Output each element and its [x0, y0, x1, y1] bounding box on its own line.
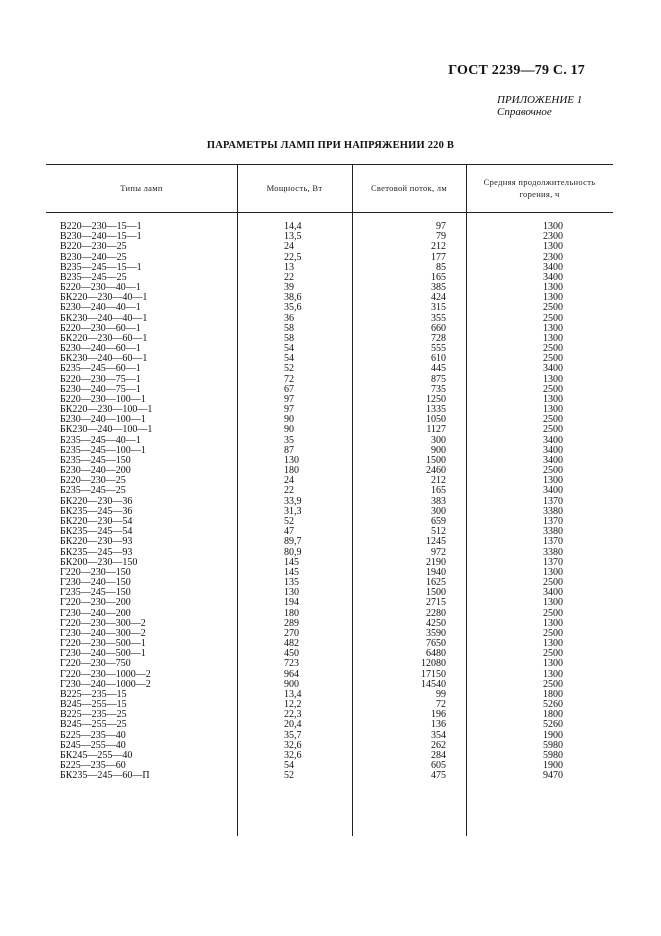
power-cell: 964	[284, 668, 299, 680]
column-header-life: Средняя продолжительность горения, ч	[483, 177, 596, 199]
luminous-flux-cell: 1500	[426, 587, 446, 599]
luminous-flux-cell: 385	[431, 282, 446, 294]
luminous-flux-cell: 354	[431, 729, 446, 741]
life-hours-cell: 1370	[543, 495, 563, 507]
life-hours-cell: 3400	[543, 363, 563, 375]
table-row	[46, 731, 613, 741]
luminous-flux-cell: 3590	[426, 627, 446, 639]
luminous-flux-cell: 1127	[426, 424, 446, 436]
lamp-type-cell: Г220—230—300—2	[60, 617, 146, 629]
life-hours-cell: 2300	[543, 251, 563, 263]
life-hours-cell: 5260	[543, 719, 563, 731]
power-cell: 194	[284, 597, 299, 609]
lamp-type-cell: Б225—235—60	[60, 760, 126, 772]
lamp-type-cell: Г235—245—150	[60, 587, 131, 599]
power-cell: 130	[284, 454, 299, 466]
lamp-type-cell: БК245—255—40	[60, 749, 133, 761]
power-cell: 22,5	[284, 251, 302, 263]
life-hours-cell: 1300	[543, 404, 563, 416]
life-hours-cell: 1300	[543, 221, 563, 232]
life-hours-cell: 2500	[543, 302, 563, 314]
life-hours-cell: 1370	[543, 536, 563, 548]
luminous-flux-cell: 1625	[426, 577, 446, 589]
luminous-flux-cell: 136	[431, 719, 446, 731]
life-hours-cell: 3400	[543, 587, 563, 599]
lamp-type-cell: БК220—230—54	[60, 515, 133, 527]
lamp-type-cell: Г230—240—1000—2	[60, 678, 151, 690]
luminous-flux-cell: 735	[431, 383, 446, 395]
lamp-type-cell: Г220—230—1000—2	[60, 668, 151, 680]
life-hours-cell: 3400	[543, 271, 563, 283]
table-row	[46, 466, 613, 476]
power-cell: 22,3	[284, 709, 302, 721]
luminous-flux-cell: 355	[431, 312, 446, 324]
table-row	[46, 751, 613, 761]
luminous-flux-cell: 7650	[426, 638, 446, 650]
lamp-type-cell: БК230—240—60—1	[60, 353, 148, 365]
luminous-flux-cell: 300	[431, 505, 446, 517]
lamp-type-cell: Б220—230—100—1	[60, 393, 146, 405]
lamp-type-cell: Б230—240—100—1	[60, 414, 146, 426]
table-row	[46, 720, 613, 730]
power-cell: 52	[284, 363, 294, 375]
appendix-note	[497, 94, 582, 118]
power-cell: 135	[284, 577, 299, 589]
life-hours-cell: 2500	[543, 414, 563, 426]
life-hours-cell: 3380	[543, 526, 563, 538]
table-row	[46, 588, 613, 598]
luminous-flux-cell: 72	[436, 699, 446, 711]
life-hours-cell: 1370	[543, 556, 563, 568]
lamp-type-cell: Б230—240—40—1	[60, 302, 141, 314]
power-cell: 31,3	[284, 505, 302, 517]
lamp-type-cell: Б235—245—150	[60, 454, 131, 466]
life-hours-cell: 2500	[543, 465, 563, 477]
lamp-type-cell: Г220—230—500—1	[60, 638, 146, 650]
lamp-type-cell: БК220—230—93	[60, 536, 133, 548]
luminous-flux-cell: 900	[431, 444, 446, 456]
luminous-flux-cell: 14540	[421, 678, 446, 690]
luminous-flux-cell: 212	[431, 241, 446, 253]
luminous-flux-cell: 2715	[426, 597, 446, 609]
life-hours-cell: 1300	[543, 658, 563, 670]
luminous-flux-cell: 212	[431, 475, 446, 487]
table-row	[46, 598, 613, 608]
power-cell: 450	[284, 648, 299, 660]
power-cell: 35	[284, 434, 294, 446]
power-cell: 80,9	[284, 546, 302, 558]
lamp-type-cell: Б235—245—40—1	[60, 434, 141, 446]
power-cell: 145	[284, 556, 299, 568]
life-hours-cell: 2500	[543, 424, 563, 436]
luminous-flux-cell: 610	[431, 353, 446, 365]
lamp-type-cell: В245—255—15	[60, 699, 127, 711]
life-hours-cell: 1800	[543, 688, 563, 700]
luminous-flux-cell: 512	[431, 526, 446, 538]
luminous-flux-cell: 165	[431, 271, 446, 283]
life-hours-cell: 2500	[543, 627, 563, 639]
life-hours-cell: 1300	[543, 241, 563, 253]
life-hours-cell: 2500	[543, 353, 563, 365]
lamp-type-cell: В245—255—25	[60, 719, 127, 731]
life-hours-cell: 1370	[543, 515, 563, 527]
lamp-type-cell: Г230—240—200	[60, 607, 131, 619]
power-cell: 67	[284, 383, 294, 395]
luminous-flux-cell: 1250	[426, 393, 446, 405]
lamp-type-cell: Б230—240—200	[60, 465, 131, 477]
power-cell: 52	[284, 770, 294, 782]
lamp-type-cell: БК220—230—40—1	[60, 292, 148, 304]
power-cell: 54	[284, 343, 294, 355]
table-row	[46, 232, 613, 242]
table-row	[46, 710, 613, 720]
power-cell: 90	[284, 424, 294, 436]
table-row	[46, 700, 613, 710]
table-row	[46, 242, 613, 252]
life-hours-cell: 1300	[543, 393, 563, 405]
life-hours-cell: 2500	[543, 607, 563, 619]
table-row	[46, 771, 613, 781]
table-row	[46, 680, 613, 690]
column-header-flux: Световой поток, лм	[370, 183, 448, 193]
life-hours-cell: 2300	[543, 231, 563, 243]
lamp-type-cell: Г220—230—200	[60, 597, 131, 609]
power-cell: 723	[284, 658, 299, 670]
power-cell: 39	[284, 282, 294, 294]
luminous-flux-cell: 177	[431, 251, 446, 263]
lamp-type-cell: Б230—240—60—1	[60, 343, 141, 355]
lamp-type-cell: Г220—230—750	[60, 658, 131, 670]
table-title: ПАРАМЕТРЫ ЛАМП ПРИ НАПРЯЖЕНИИ 220 В	[206, 140, 455, 151]
power-cell: 72	[284, 373, 294, 385]
luminous-flux-cell: 85	[436, 261, 446, 273]
power-cell: 90	[284, 414, 294, 426]
lamp-type-cell: Г230—240—150	[60, 577, 131, 589]
power-cell: 14,4	[284, 221, 302, 232]
luminous-flux-cell: 1245	[426, 536, 446, 548]
power-cell: 54	[284, 353, 294, 365]
luminous-flux-cell: 1940	[426, 566, 446, 578]
luminous-flux-cell: 12080	[421, 658, 446, 670]
power-cell: 12,2	[284, 699, 302, 711]
lamp-type-cell: В230—240—25	[60, 251, 127, 263]
header-bottom-rule	[46, 212, 613, 213]
life-hours-cell: 5980	[543, 739, 563, 751]
life-hours-cell: 1900	[543, 729, 563, 741]
page-header: ГОСТ 2239—79 С. 17	[448, 63, 585, 78]
lamp-type-cell: БК235—245—60—П	[60, 770, 150, 782]
power-cell: 180	[284, 607, 299, 619]
table-row	[46, 446, 613, 456]
power-cell: 54	[284, 760, 294, 772]
table-row	[46, 649, 613, 659]
power-cell: 97	[284, 404, 294, 416]
power-cell: 87	[284, 444, 294, 456]
life-hours-cell: 2500	[543, 383, 563, 395]
lamp-type-cell: Г230—240—500—1	[60, 648, 146, 660]
luminous-flux-cell: 99	[436, 688, 446, 700]
luminous-flux-cell: 97	[436, 221, 446, 232]
life-hours-cell: 9470	[543, 770, 563, 782]
lamp-type-cell: Б245—255—40	[60, 739, 126, 751]
power-cell: 36	[284, 312, 294, 324]
life-hours-cell: 3400	[543, 454, 563, 466]
lamp-type-cell: Б235—245—100—1	[60, 444, 146, 456]
luminous-flux-cell: 875	[431, 373, 446, 385]
power-cell: 13,4	[284, 688, 302, 700]
life-hours-cell: 1900	[543, 760, 563, 772]
lamp-type-cell: БК230—240—100—1	[60, 424, 153, 436]
life-hours-cell: 3380	[543, 505, 563, 517]
power-cell: 20,4	[284, 719, 302, 731]
power-cell: 89,7	[284, 536, 302, 548]
luminous-flux-cell: 605	[431, 760, 446, 772]
power-cell: 35,6	[284, 302, 302, 314]
life-hours-cell: 1300	[543, 322, 563, 334]
power-cell: 900	[284, 678, 299, 690]
life-hours-cell: 3400	[543, 261, 563, 273]
life-hours-cell: 1300	[543, 332, 563, 344]
table-row	[46, 263, 613, 273]
luminous-flux-cell: 972	[431, 546, 446, 558]
power-cell: 482	[284, 638, 299, 650]
luminous-flux-cell: 383	[431, 495, 446, 507]
lamp-type-cell: Б220—230—75—1	[60, 373, 141, 385]
luminous-flux-cell: 445	[431, 363, 446, 375]
luminous-flux-cell: 1050	[426, 414, 446, 426]
life-hours-cell: 3400	[543, 485, 563, 497]
lamp-type-cell: Б235—245—25	[60, 485, 126, 497]
lamp-type-cell: В220—230—25	[60, 241, 127, 253]
luminous-flux-cell: 6480	[426, 648, 446, 660]
luminous-flux-cell: 79	[436, 231, 446, 243]
table-row	[46, 537, 613, 547]
power-cell: 289	[284, 617, 299, 629]
life-hours-cell: 3400	[543, 444, 563, 456]
power-cell: 33,9	[284, 495, 302, 507]
power-cell: 270	[284, 627, 299, 639]
lamp-type-cell: Б220—230—60—1	[60, 322, 141, 334]
life-hours-cell: 1300	[543, 373, 563, 385]
power-cell: 24	[284, 241, 294, 253]
lamp-type-cell: БК235—245—54	[60, 526, 133, 538]
lamp-type-cell: Г230—240—300—2	[60, 627, 146, 639]
life-hours-cell: 2500	[543, 678, 563, 690]
luminous-flux-cell: 17150	[421, 668, 446, 680]
life-hours-cell: 2500	[543, 648, 563, 660]
luminous-flux-cell: 284	[431, 749, 446, 761]
life-hours-cell: 5980	[543, 749, 563, 761]
lamp-type-cell: В225—235—15	[60, 688, 127, 700]
table-row	[46, 690, 613, 700]
lamp-type-cell: БК230—240—40—1	[60, 312, 148, 324]
table-row	[46, 578, 613, 588]
table-row	[46, 456, 613, 466]
life-hours-cell: 3400	[543, 434, 563, 446]
luminous-flux-cell: 2280	[426, 607, 446, 619]
life-hours-cell: 2500	[543, 312, 563, 324]
luminous-flux-cell: 475	[431, 770, 446, 782]
power-cell: 180	[284, 465, 299, 477]
appendix-title: ПРИЛОЖЕНИЕ 1	[497, 94, 583, 106]
luminous-flux-cell: 300	[431, 434, 446, 446]
lamp-type-cell: БК220—230—60—1	[60, 332, 148, 344]
power-cell: 13,5	[284, 231, 302, 243]
power-cell: 47	[284, 526, 294, 538]
life-hours-cell: 1800	[543, 709, 563, 721]
luminous-flux-cell: 728	[431, 332, 446, 344]
lamp-type-cell: В235—245—25	[60, 271, 127, 283]
power-cell: 35,7	[284, 729, 302, 741]
luminous-flux-cell: 1500	[426, 454, 446, 466]
power-cell: 58	[284, 332, 294, 344]
luminous-flux-cell: 196	[431, 709, 446, 721]
lamp-type-cell: В225—235—25	[60, 709, 127, 721]
lamp-type-cell: В230—240—15—1	[60, 231, 142, 243]
power-cell: 38,6	[284, 292, 302, 304]
life-hours-cell: 1300	[543, 597, 563, 609]
lamp-type-cell: БК200—230—150	[60, 556, 138, 568]
luminous-flux-cell: 315	[431, 302, 446, 314]
lamp-type-cell: БК220—230—100—1	[60, 404, 153, 416]
lamp-type-cell: Г220—230—150	[60, 566, 131, 578]
power-cell: 24	[284, 475, 294, 487]
lamp-type-cell: Б225—235—40	[60, 729, 126, 741]
life-hours-cell: 5260	[543, 699, 563, 711]
table-row	[46, 558, 613, 568]
life-hours-cell: 1300	[543, 566, 563, 578]
lamp-type-cell: В220—230—15—1	[60, 221, 142, 232]
power-cell: 130	[284, 587, 299, 599]
luminous-flux-cell: 4250	[426, 617, 446, 629]
table-row	[46, 568, 613, 578]
lamp-type-cell: Б230—240—75—1	[60, 383, 141, 395]
lamp-type-cell: Б220—230—25	[60, 475, 126, 487]
lamp-type-cell: В235—245—15—1	[60, 261, 142, 273]
lamp-type-cell: БК220—230—36	[60, 495, 133, 507]
power-cell: 58	[284, 322, 294, 334]
power-cell: 13	[284, 261, 294, 273]
life-hours-cell: 1300	[543, 282, 563, 294]
power-cell: 32,6	[284, 749, 302, 761]
lamp-type-cell: Б235—245—60—1	[60, 363, 141, 375]
column-header-type: Типы ламп	[120, 183, 163, 193]
appendix-subtitle: Справочное	[497, 106, 552, 118]
life-hours-cell: 1300	[543, 292, 563, 304]
power-cell: 22	[284, 271, 294, 283]
power-cell: 22	[284, 485, 294, 497]
column-header-power: Мощность, Вт	[266, 183, 323, 193]
life-hours-cell: 1300	[543, 617, 563, 629]
life-hours-cell: 2500	[543, 577, 563, 589]
luminous-flux-cell: 555	[431, 343, 446, 355]
lamp-type-cell: БК235—245—93	[60, 546, 133, 558]
lamp-type-cell: БК235—245—36	[60, 505, 133, 517]
luminous-flux-cell: 424	[431, 292, 446, 304]
luminous-flux-cell: 2460	[426, 465, 446, 477]
life-hours-cell: 3380	[543, 546, 563, 558]
luminous-flux-cell: 165	[431, 485, 446, 497]
life-hours-cell: 1300	[543, 475, 563, 487]
luminous-flux-cell: 2190	[426, 556, 446, 568]
lamp-type-cell: Б220—230—40—1	[60, 282, 141, 294]
luminous-flux-cell: 659	[431, 515, 446, 527]
luminous-flux-cell: 660	[431, 322, 446, 334]
luminous-flux-cell: 262	[431, 739, 446, 751]
table-row	[46, 476, 613, 486]
power-cell: 145	[284, 566, 299, 578]
luminous-flux-cell: 1335	[426, 404, 446, 416]
power-cell: 32,6	[284, 739, 302, 751]
power-cell: 52	[284, 515, 294, 527]
power-cell: 97	[284, 393, 294, 405]
life-hours-cell: 1300	[543, 638, 563, 650]
life-hours-cell: 1300	[543, 668, 563, 680]
life-hours-cell: 2500	[543, 343, 563, 355]
table-body	[46, 222, 613, 781]
